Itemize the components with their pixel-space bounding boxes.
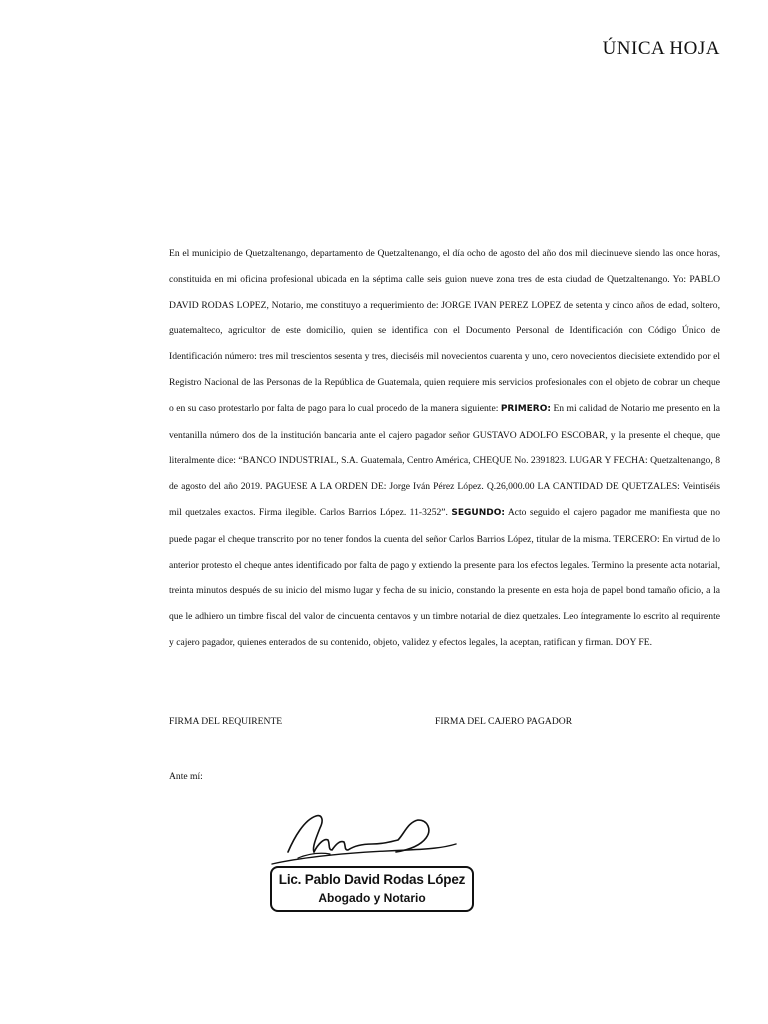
notary-stamp — [270, 866, 474, 912]
notarial-act-text — [169, 241, 720, 656]
requirente-signature-label: FIRMA DEL REQUIRENTE — [169, 716, 283, 727]
stamp-title: Abogado y Notario — [318, 891, 426, 905]
handwritten-signature-icon — [268, 808, 478, 870]
paragraph-primero: En mi calidad de Notario me presento en la ventanilla número dos de la institución bancaria ante el cajero pagador señor GUSTAVO ADOLFO ESCOBAR, y la presente el cheque, que literalmente dice: “BANCO INDUSTRIAL, S.A. Guatemala, Centro América, CHEQUE No. 2391823. LUGAR Y FECHA: Quetzaltenango, 8 de agosto del año 2019. PAGUESE A LA ORDEN DE: Jorge Iván Pérez López. Q.26,000.00 LA CANTIDAD DE QUETZALES: Veintiséis mil quetzales exactos. Firma ilegible. Carlos Barrios López. 11-3252”. — [169, 402, 720, 518]
paragraph-intro: En el municipio de Quetzaltenango, departamento de Quetzaltenango, el día ocho de agosto del año dos mil diecinueve siendo las once horas, constituida en mi oficina profesional ubicada en la séptima calle seis guion nueve zona tres de esta ciudad de Quetzaltenango. Yo: PABLO DAVID RODAS LOPEZ, Notario, me constituyo a requerimiento de: JORGE IVAN PEREZ LOPEZ de setenta y cinco años de edad, soltero, guatemalteco, agricultor de este domicilio, quien se identifica con el Documento Personal de Identificación con Código Único de Identificación número: tres mil trescientos sesenta y tres, dieciséis mil novecientos cuarenta y uno, cero novecientos diecisiete extendido por el Registro Nacional de las Personas de la República de Guatemala, quien requiere mis servicios profesionales con el objeto de cobrar un cheque o en su caso protestarlo por falta de pago para lo cual procedo de la manera siguiente: — [169, 248, 720, 414]
primero-label: PRIMERO: — [500, 403, 551, 414]
cajero-signature-label: FIRMA DEL CAJERO PAGADOR — [435, 716, 573, 727]
segundo-label: SEGUNDO: — [451, 507, 505, 518]
paragraph-segundo: Acto seguido el cajero pagador me manifiesta que no puede pagar el cheque transcrito por no tener fondos la cuenta del señor Carlos Barrios López, titular de la misma. TERCERO: En virtud de lo anterior protesto el cheque antes identificado por falta de pago y extiendo la presente para los efectos legales. Termino la presente acta notarial, treinta minutos después de su inicio del mismo lugar y fecha de su inicio, constando la presente en esta hoja de papel bond tamaño oficio, a la que le adhiero un timbre fiscal del valor de cincuenta centavos y un timbre notarial de diez quetzales. Leo íntegramente lo escrito al requirente y cajero pagador, quienes enterados de su contenido, objeto, validez y efectos legales, la aceptan, ratifican y firman. DOY FE. — [169, 506, 720, 648]
page-title: ÚNICA HOJA — [602, 38, 720, 59]
ante-mi-label: Ante mí: — [169, 771, 203, 782]
notary-signature-block — [268, 808, 478, 913]
stamp-name: Lic. Pablo David Rodas López — [278, 872, 466, 887]
